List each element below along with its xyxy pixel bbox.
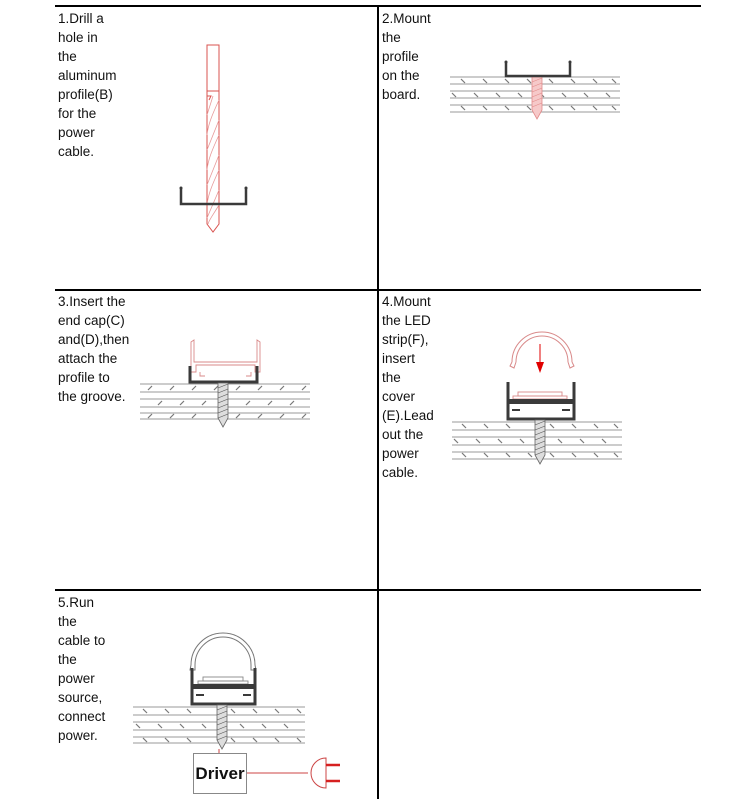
empty-cell [380,592,701,799]
step-5-text-line2: power. [58,728,98,743]
step-4-text-line1: 4.Mount the LED strip(F), insert the cover [382,294,431,404]
driver-label: Driver [195,763,245,783]
step-1-text-line1: 1.Drill a hole in the aluminum profile(B) for the [58,11,117,121]
step-4-text-line2: (E).Lead out the power cable. [382,408,434,480]
step-5-text-line1: 5.Run the cable to the power source, connect [58,595,106,724]
step-3-text-line1: 3.Insert the end cap(C) and(D),then attach the [58,294,130,366]
step-1-text-line2: power cable. [58,125,95,159]
step-3-text-line2: profile to the groove. [58,370,126,404]
step-2-text-line1: 2.Mount the profile on the board. [382,11,431,102]
